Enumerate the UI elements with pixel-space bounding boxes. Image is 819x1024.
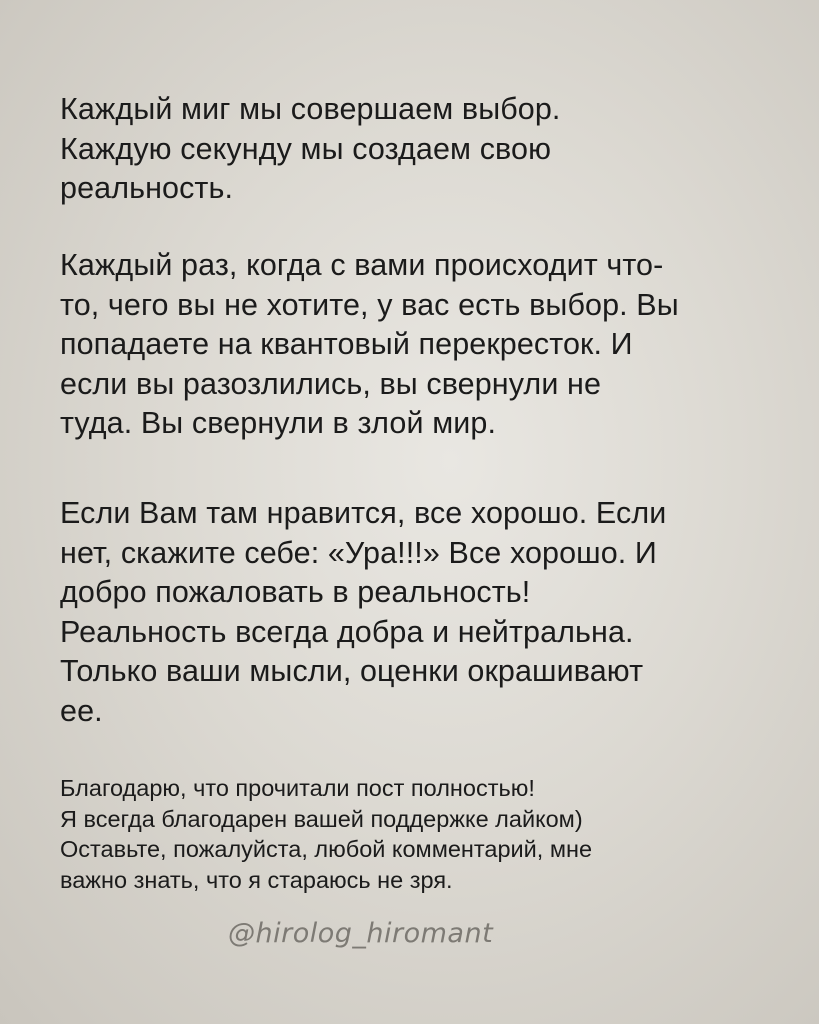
text-line: Реальность всегда добра и нейтральна.: [60, 614, 634, 649]
text-line: добро пожаловать в реальность!: [60, 575, 531, 609]
text-line: Только ваши мысли, оценки окрашивают: [60, 654, 644, 688]
text-line: Я всегда благодарен вашей поддержке лайком): [60, 805, 583, 832]
closing-note: [60, 773, 780, 895]
text-line: Если Вам там нравится, все хорошо. Если: [60, 496, 667, 530]
text-line: Каждую секунду мы создаем свою: [60, 131, 552, 166]
text-line: Каждый миг мы совершаем выбор.: [60, 92, 561, 126]
text-line: то, чего вы не хотите, у вас есть выбор. Вы: [60, 287, 679, 322]
text-line: нет, скажите себе: «Ура!!!» Все хорошо. И: [60, 535, 657, 570]
paragraph-choice: [60, 90, 780, 209]
text-line: если вы разозлились, вы свернули не: [60, 366, 602, 401]
text-line: Благодарю, что прочитали пост полностью!: [60, 775, 535, 801]
text-line: важно знать, что я стараюсь не зря.: [60, 866, 453, 893]
text-line: туда. Вы свернули в злой мир.: [60, 406, 497, 440]
text-line: Каждый раз, когда с вами происходит что-: [60, 248, 664, 282]
text-line: Оставьте, пожалуйста, любой комментарий, мне: [60, 836, 593, 862]
paragraph-crossroad: [60, 246, 780, 444]
author-signature: @hirolog_hiromant: [228, 918, 494, 949]
paragraph-reality: [60, 494, 780, 731]
text-line: реальность.: [60, 171, 234, 205]
text-line: попадаете на квантовый перекресток. И: [60, 327, 633, 361]
text-line: ее.: [60, 693, 103, 728]
